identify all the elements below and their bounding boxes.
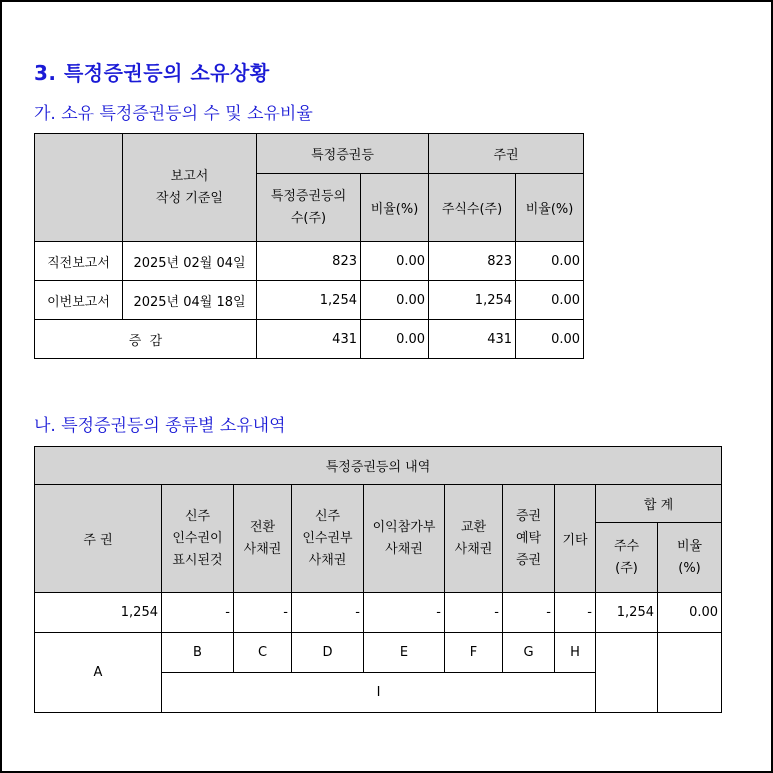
header-total-ratio: 비율 (%) (658, 523, 722, 593)
cell-letter-b: B (162, 633, 234, 673)
header-specific-securities: 특정증권등 (257, 134, 429, 174)
cell-letter-c: C (234, 633, 292, 673)
row-share-ratio: 0.00 (516, 320, 584, 359)
header-share-count: 주식수(주) (429, 174, 516, 242)
table-row-letters (35, 633, 722, 673)
header-total: 합 계 (596, 485, 722, 523)
cell-convertible-bond: - (234, 593, 292, 633)
header-other: 기타 (555, 485, 596, 593)
row-share-count: 1,254 (429, 281, 516, 320)
cell-letter-e: E (364, 633, 445, 673)
header-specific-count: 특정증권등의 수(주) (257, 174, 361, 242)
cell-stock: 1,254 (35, 593, 162, 633)
header-share-ratio: 비율(%) (516, 174, 584, 242)
subsection-title-breakdown: 나. 특정증권등의 종류별 소유내역 (34, 416, 286, 436)
row-date: 2025년 04월 18일 (123, 281, 257, 320)
cell-other: - (555, 593, 596, 633)
section-title: 3. 특정증권등의 소유상황 (34, 61, 270, 85)
table-row-current (35, 281, 584, 320)
row-specific-ratio: 0.00 (361, 281, 429, 320)
row-specific-ratio: 0.00 (361, 242, 429, 281)
row-specific-count: 1,254 (257, 281, 361, 320)
header-bond-with-warrant: 신주 인수권부 사채권 (292, 485, 364, 593)
row-label: 직전보고서 (35, 242, 123, 281)
cell-letter-h: H (555, 633, 596, 673)
row-specific-count: 823 (257, 242, 361, 281)
cell-new-share-warrant: - (162, 593, 234, 633)
cell-letter-f: F (445, 633, 503, 673)
cell-total-count: 1,254 (596, 593, 658, 633)
row-share-count: 431 (429, 320, 516, 359)
securities-breakdown-table (34, 446, 722, 713)
cell-bond-with-warrant: - (292, 593, 364, 633)
header-stock: 주 권 (35, 485, 162, 593)
row-share-ratio: 0.00 (516, 242, 584, 281)
cell-letter-a: A (35, 633, 162, 713)
header-stock: 주권 (429, 134, 584, 174)
table-row-change (35, 320, 584, 359)
subsection-title-ownership: 가. 소유 특정증권등의 수 및 소유비율 (34, 104, 313, 124)
table-row-previous (35, 242, 584, 281)
row-share-count: 823 (429, 242, 516, 281)
row-specific-ratio: 0.00 (361, 320, 429, 359)
row-share-ratio: 0.00 (516, 281, 584, 320)
cell-letter-i: I (162, 673, 596, 713)
cell-exchangeable-bond: - (445, 593, 503, 633)
table-row-values (35, 593, 722, 633)
row-specific-count: 431 (257, 320, 361, 359)
cell-total-ratio-blank (658, 633, 722, 713)
header-exchangeable-bond: 교환 사채권 (445, 485, 503, 593)
header-total-count: 주수 (주) (596, 523, 658, 593)
header-report-date: 보고서 작성 기준일 (123, 134, 257, 242)
header-blank-cell (35, 134, 123, 242)
cell-letter-g: G (503, 633, 555, 673)
row-label: 이번보고서 (35, 281, 123, 320)
ownership-ratio-table (34, 133, 584, 359)
row-change-label: 증 감 (35, 320, 257, 359)
cell-total-ratio: 0.00 (658, 593, 722, 633)
header-participating-bond: 이익참가부 사채권 (364, 485, 445, 593)
header-new-share-warrant: 신주 인수권이 표시된것 (162, 485, 234, 593)
row-date: 2025년 02월 04일 (123, 242, 257, 281)
cell-depositary-receipt: - (503, 593, 555, 633)
cell-total-count-blank (596, 633, 658, 713)
header-specific-ratio: 비율(%) (361, 174, 429, 242)
header-depositary-receipt: 증권 예탁 증권 (503, 485, 555, 593)
cell-letter-d: D (292, 633, 364, 673)
header-convertible-bond: 전환 사채권 (234, 485, 292, 593)
cell-participating-bond: - (364, 593, 445, 633)
header-breakdown: 특정증권등의 내역 (35, 447, 722, 485)
